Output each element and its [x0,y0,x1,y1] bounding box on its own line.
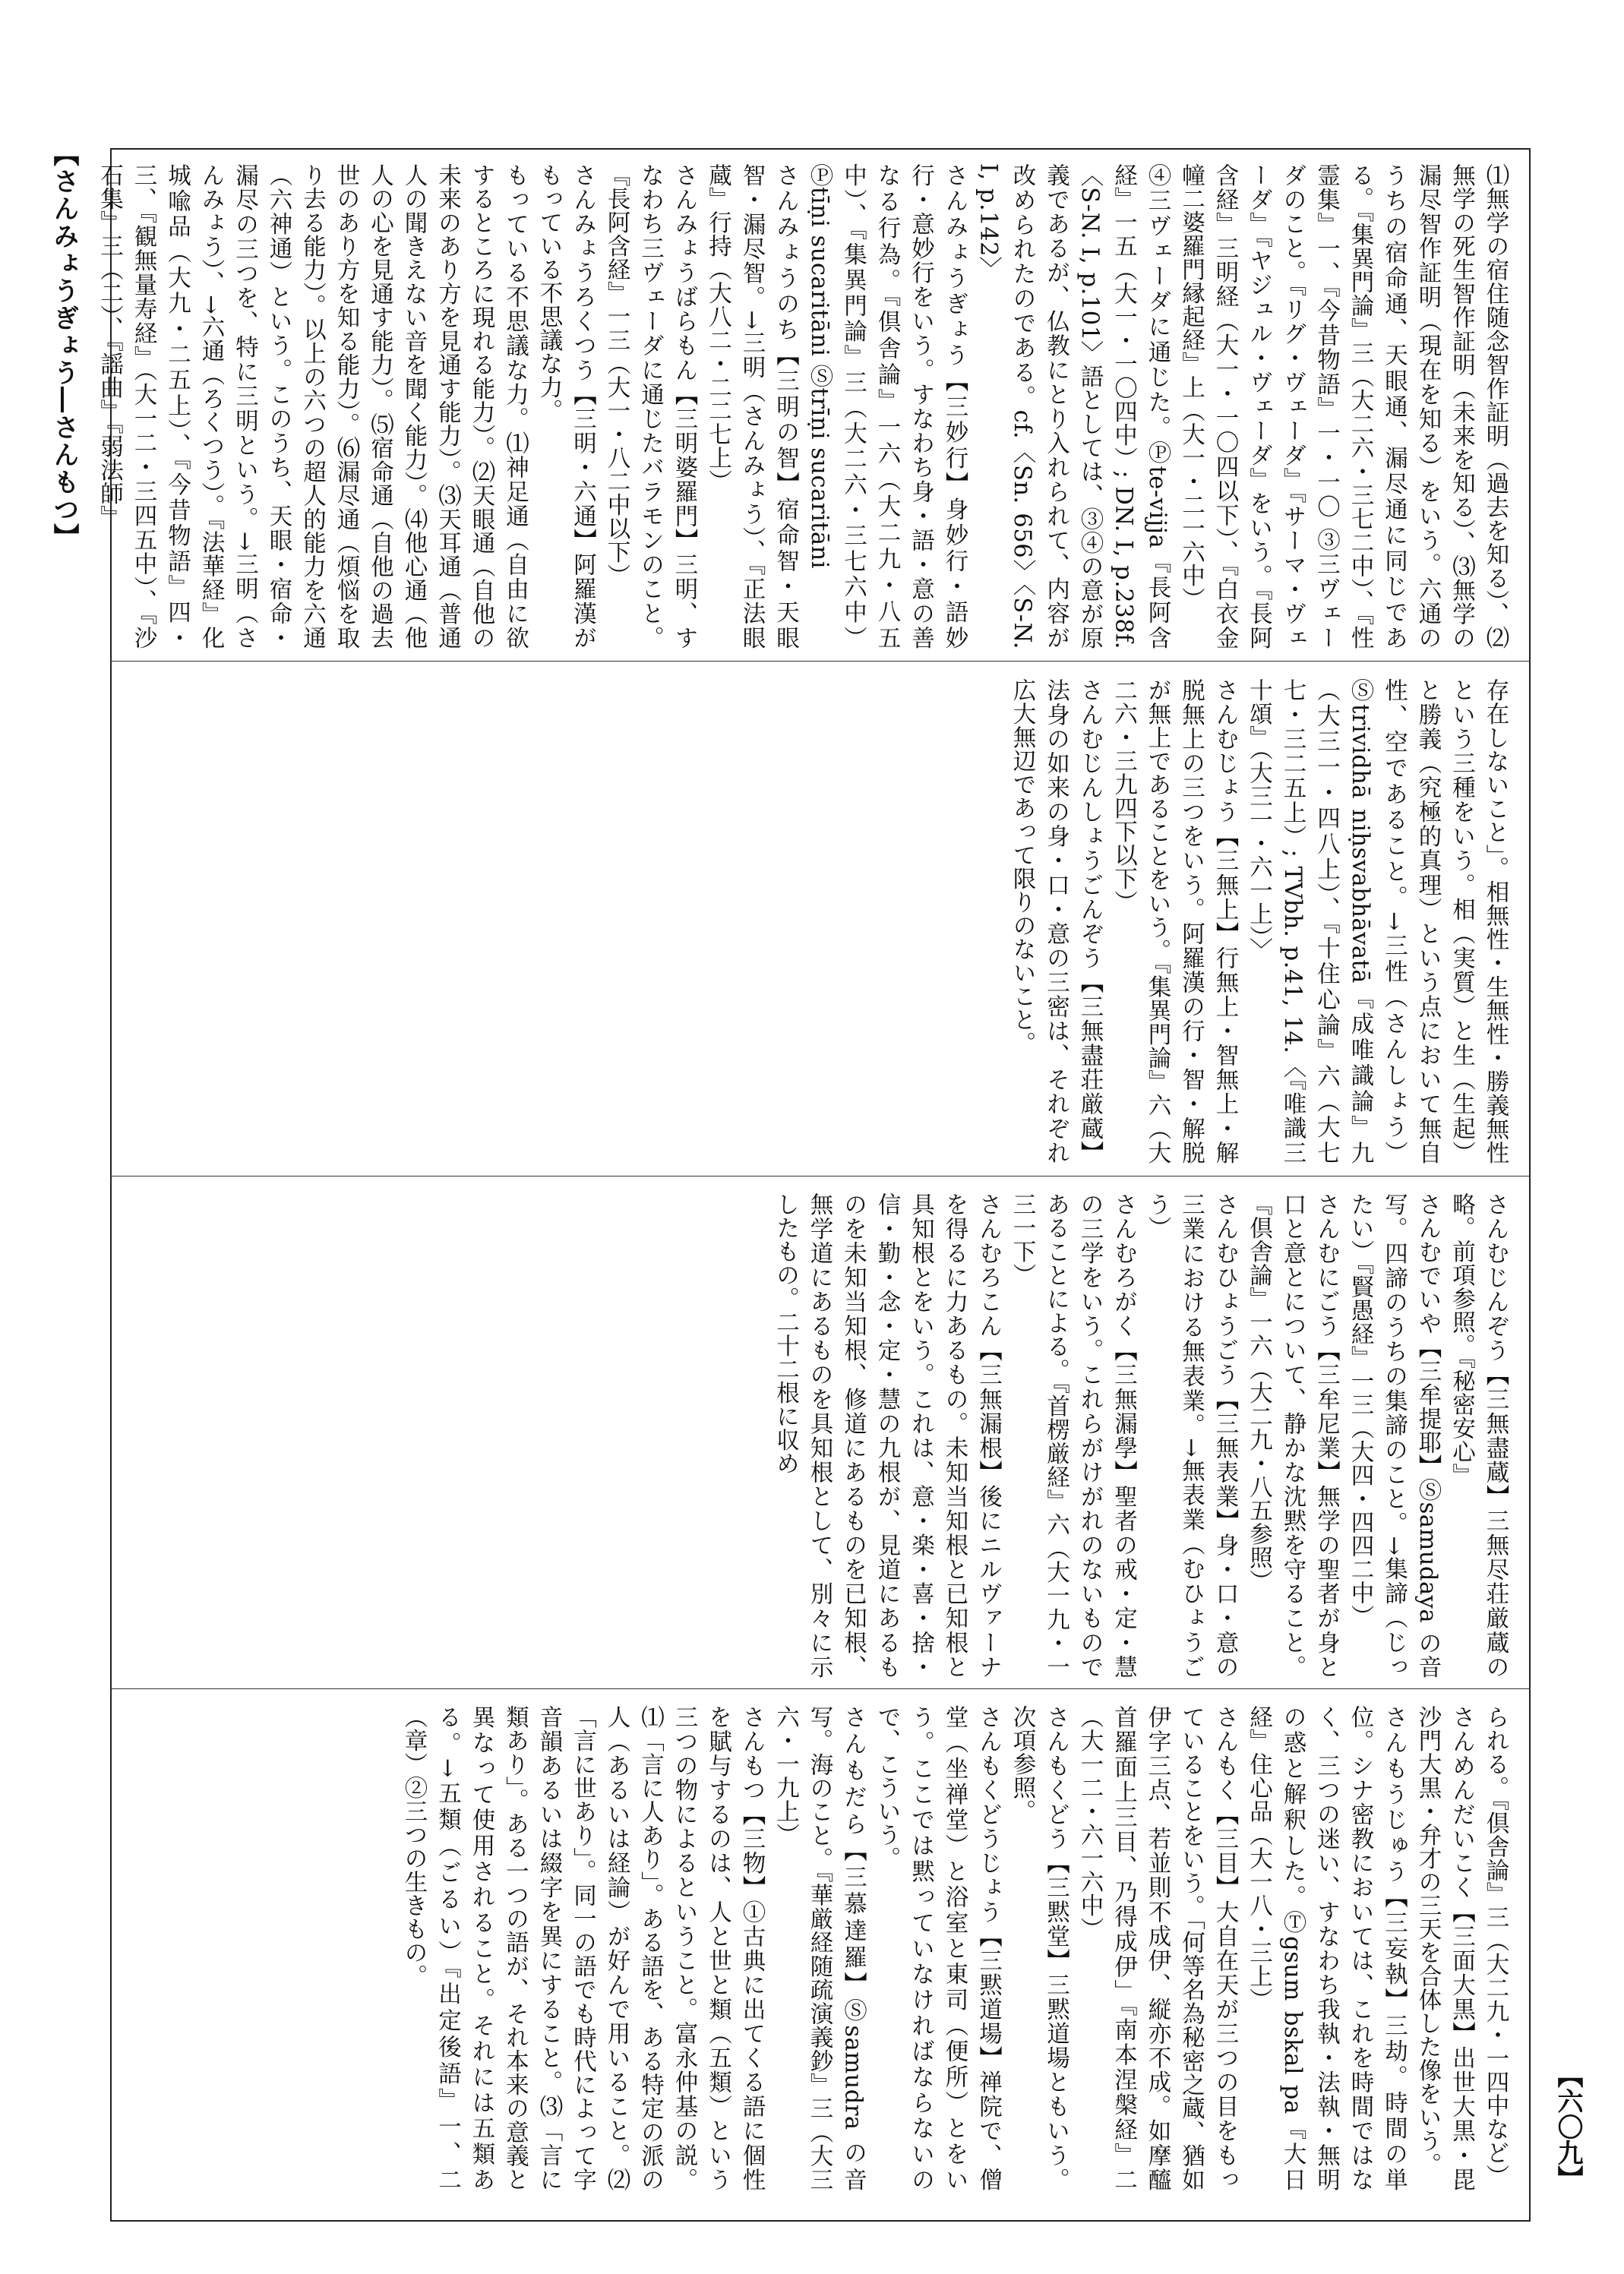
entry: さんむろこん【三無漏根】後にニルヴァーナを得るに力あるもの。未知当知根と已知根と具知根とをいう。これは、意・楽・喜・捨・信・勤・念・定・慧の九根が、見道にあるものを未知当知根、修道にあるものを已知根、無学道にあるものを具知根として、別々に示したもの。二十二根に収め [772,1192,1002,1679]
tier-3 [129,1192,1512,1679]
entry: 存在しないこと」。相無性・生無性・勝義無性という三種をいう。相（実質）と生（生起）と勝義（究極的真理）という点において無自性、空であること。→三性（さんしょう）Ⓢtrividhā niḥsvabhāvatā『成唯識論』九（大三一・四八上）、『十住心論』六（大七七・三二五上）; TVbh. p.41, 14.〈『唯識三十頌』（大三一・六一上）〉 [1245,678,1509,1164]
entry: さんむろがく【三無漏學】聖者の戒・定・慧の三学をいう。これらがけがれのないものであることによる。『首楞厳経』六（大一九・一三一下） [1009,1192,1137,1679]
entry: さんむひょうごう【三無表業】身・口・意の三業における無表業。→無表業（むひょうごう） [1144,1192,1238,1679]
entry: ⑴無学の宿住随念智作証明（過去を知る）、⑵無学の死生智作証明（未来を知る）、⑶無学の漏尽智作証明（現在を知る）をいう。六通のうちの宿命通、天眼通、漏尽通に同じである。『集異門論』三（大二六・三七二中）、『性霊集』一、『今昔物語』一・一〇 ③三ヴェーダのこと。『リグ・ヴェーダ』『サーマ・ヴェーダ』『ヤジュル・ヴェーダ』をいう。『長阿含経』三明経（大一・一〇四以下）、『白衣金幢二婆羅門縁起経』上（大一・二一六中） [1177,163,1509,649]
tier-4 [129,1705,1512,2191]
entry: さんみょうぎょう【三妙行】身妙行・語妙行・意妙行をいう。すなわち身・語・意の善なる行為。『倶舎論』一六（大二九・八五中）、『集異門論』三（大二六・三七六中）Ⓟtīṇi sucaritāni Ⓢtrīṇi sucaritāni [806,163,968,649]
tier-divider [110,661,1531,662]
entry: さんめんだいこく【三面大黒】出世大黒・毘沙門大黒・弁才の三天を合体した像をいう。 [1414,1705,1475,2191]
entry: さんむにごう【三牟尼業】無学の聖者が身と口と意とについて、静かな沈黙を守ること。『倶舎論』一六（大二九・八五参照） [1245,1192,1340,1679]
entry: さんみょうのち【三明の智】宿命智・天眼智・漏尽智。→三明（さんみょう）、『正法眼蔵』行持（大八二・二二七上） [704,163,799,649]
tier-divider [110,1688,1531,1689]
entry: さんむじょう【三無上】行無上・智無上・解脱無上の三つをいう。阿羅漢の行・智・解脱が無上であることをいう。『集異門論』六（大二六・三九四下以下） [1110,678,1238,1164]
entry: もっている不思議な力。⑴神足通（自由に欲するところに現れる能力）。⑵天眼通（自他の未来のあり方を見通す能力）。⑶天耳通（普通人の聞きえない音を聞く能力）。⑷他心通（他人の心を見通す能力）。⑸宿命通（自他の過去世のあり方を知る能力）。⑹漏尽通（煩悩を取り去る能力）。以上の六つの超人的能力を六通（六神通）という。このうち、天眼・宿命・漏尽の三つを、特に三明という。→三明（さんみょう）、→六通（ろくつう）。『法華経』化城喩品（大九・二五上）、『今昔物語』四・三、『観無量寿経』（大一二・三四五中）、『沙石集』三（二）、『謡曲』『弱法師』 [96,163,529,649]
entry: さんみょうばらもん【三明婆羅門】三明、すなわち三ヴェーダに通じたバラモンのこと。『長阿含経』一三（大一・八二中以下） [603,163,697,649]
page-number: 【六〇九】 [1553,2062,1583,2191]
entry: さんもくどうじょう【三黙道場】禅院で、僧堂（坐禅堂）と浴室と東司（便所）とをいう。ここでは黙っていなければならないので、こういう。 [874,1705,1002,2191]
tier-2 [129,678,1512,1164]
entry: さんもうじゅう【三妄執】三劫。時間の単位。シナ密教においては、これを時間ではなく、三つの迷い、すなわち我執・法執・無明の惑と解釈した。Ⓣgsum bskal pa『大日経』住心品（大一八・三上） [1245,1705,1408,2191]
entry: さんむじんしょうごんぞう【三無盡荘厳蔵】法身の如来の身・口・意の三密は、それぞれ広大無辺であって限りのないこと。 [1009,678,1103,1164]
entry: さんもくどう【三黙堂】三黙道場ともいう。次項参照。 [1009,1705,1070,2191]
tier-1 [96,163,1512,649]
entry: さんもく【三目】大自在天が三つの目をもっていることをいう。「何等名為秘密之蔵、猶如伊字三点、若並則不成伊、縦亦不成。如摩醯首羅面上三目、乃得成伊」『南本涅槃経』二（大一二・六一六中） [1076,1705,1238,2191]
entry: さんもつ【三物】①古典に出てくる語に個性を賦与するのは、人と世と類（五類）という三つの物によるということ。富永仲基の説。⑴「言に人あり」。ある語を、ある特定の派の人（あるいは経論）が好んで用いること。⑵「言に世あり」。同一の語でも時代によって字音韻あるいは綴字を異にすること。⑶「言に類あり」。ある一つの語が、それ本来の意義と異なって使用されること。それには五類ある。→五類（ごるい）『出定後語』一、二（章）②三つの生きもの。 [400,1705,765,2192]
running-head: 【さんみょうぎょう―さんもつ】 [49,141,79,551]
entry: さんみょうろくつう【三明・六通】阿羅漢がもっている不思議な力。 [536,163,596,649]
entry: られる。『倶舎論』三（大二九・一四中など） [1482,1705,1509,2188]
entry: さんもだら【三慕達羅】Ⓢsamudra の音写。海のこと。『華厳経随疏演義鈔』三（大三六・一九上） [772,1705,867,2191]
entry: さんむじんぞう【三無盡蔵】三無尽荘厳蔵の略。前項参照。『秘密安心』 [1448,1192,1509,1679]
entry: ④三ヴェーダに通じた。Ⓟte-vijja『長阿含経』一五（大一・一〇四中）; DN. I, p.238f.〈S-N. I, p.101〉語としては、③④の意が原義であるが、仏教にとり入れられて、内容が改められたのである。cf.〈Sn. 656〉〈S-N. I, p.142〉 [975,163,1171,649]
entry: さんむでいや【三牟提耶】Ⓢsamudaya の音写。四諦のうちの集諦のこと。→集諦（じったい）『賢愚経』一三（大四・四四二中） [1347,1192,1441,1679]
